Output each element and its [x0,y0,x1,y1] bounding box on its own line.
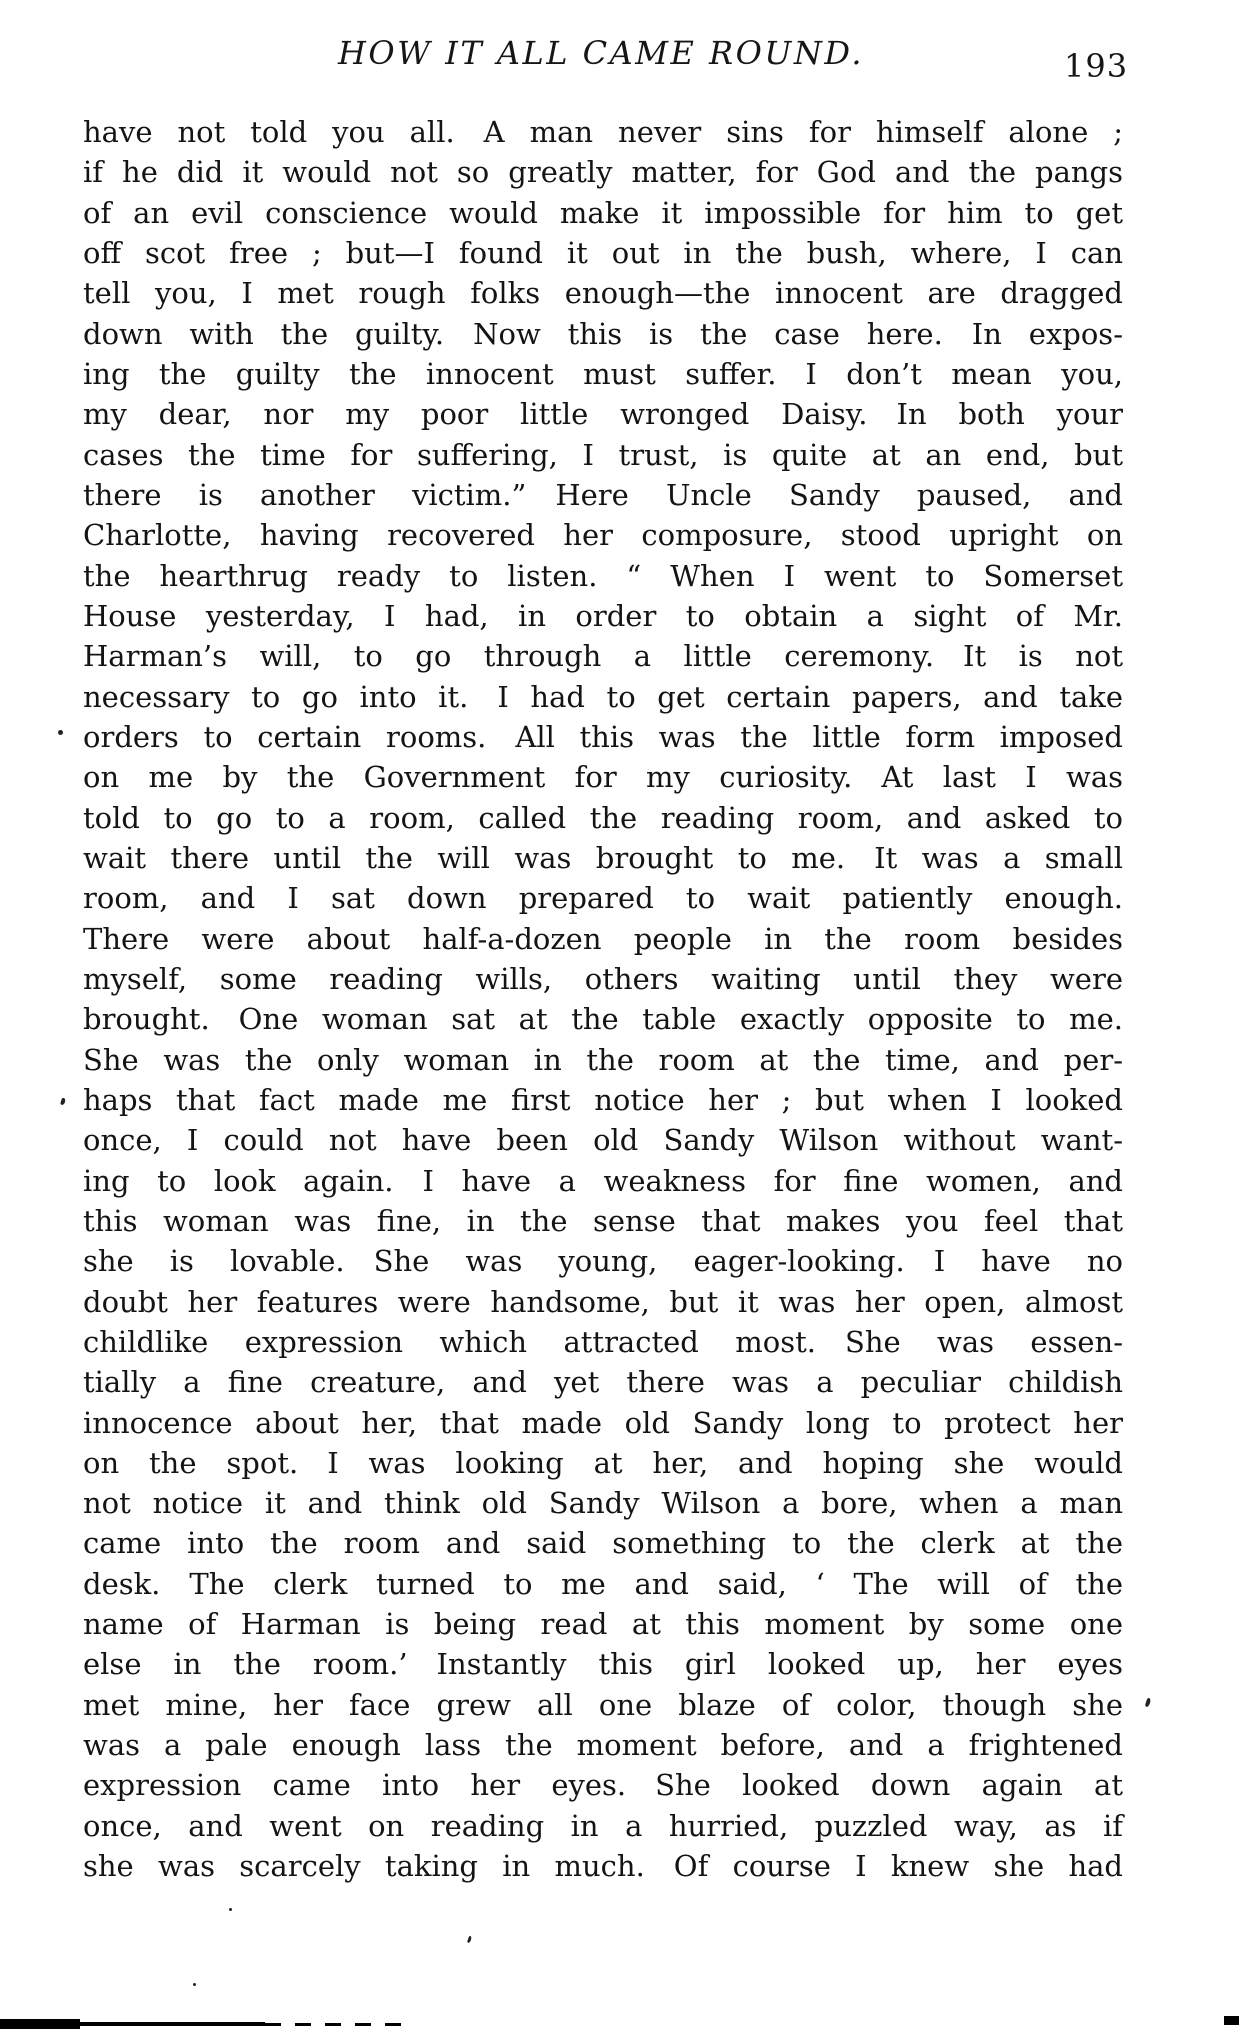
text-line: of an evil conscience would make it impossible for him to get [83,195,1123,230]
text-line: She was the only woman in the room at the time, and per- [83,1042,1123,1077]
text-line: told to go to a room, called the reading room, and asked to [83,800,1123,835]
text-line: on me by the Government for my curiosity. At last I was [83,760,1123,795]
text-line: tially a fine creature, and yet there was a peculiar childish [83,1365,1123,1400]
text-line: orders to certain rooms. All this was the little form imposed [83,719,1123,754]
text-line: wait there until the will was brought to me. It was a small [83,840,1123,875]
text-line: she was scarcely taking in much. Of course I knew she had [83,1849,1123,1884]
scan-bar-left [0,2019,80,2029]
text-line: else in the room.’ Instantly this girl looked up, her eyes [83,1647,1123,1682]
text-line: Charlotte, having recovered her composure, stood upright on [83,518,1123,553]
scan-bar-thin [78,2022,265,2026]
text-line: ing the guilty the innocent must suffer. I don’t mean you, [83,356,1123,391]
text-line: doubt her features were handsome, but it was her open, almost [83,1284,1123,1319]
text-line: once, and went on reading in a hurried, puzzled way, as if [83,1808,1123,1843]
text-line: myself, some reading wills, others waiting until they were [83,961,1123,996]
text-line: brought. One woman sat at the table exactly opposite to me. [83,1002,1123,1037]
text-line: House yesterday, I had, in order to obtain a sight of Mr. [83,598,1123,633]
text-line: the hearthrug ready to listen. “ When I went to Somerset [83,558,1123,593]
scan-speckle [1145,1698,1152,1708]
text-line: met mine, her face grew all one blaze of color, though she [83,1687,1123,1722]
scan-speckle [467,1936,472,1944]
text-line: on the spot. I was looking at her, and hoping she would [83,1445,1123,1480]
text-line: if he did it would not so greatly matter, for God and the pangs [83,155,1123,190]
text-line: have not told you all. A man never sins for himself alone ; [83,115,1123,149]
text-line: down with the guilty. Now this is the case here. In expos- [83,316,1123,351]
scan-speckle [60,1098,66,1106]
text-line: haps that fact made me first notice her ; but when I looked [83,1082,1123,1117]
text-line: ing to look again. I have a weakness for fine women, and [83,1163,1123,1198]
text-line: there is another victim.” Here Uncle Sandy paused, and [83,477,1123,512]
text-line: desk. The clerk turned to me and said, ‘ The will of the [83,1566,1123,1601]
text-line: this woman was fine, in the sense that makes you feel that [83,1203,1123,1238]
page-number: 193 [1064,47,1129,85]
text-line: came into the room and said something to the clerk at the [83,1526,1123,1561]
running-header-title: HOW IT ALL CAME ROUND. [338,34,865,72]
text-line: cases the time for suffering, I trust, is quite at an end, but [83,437,1123,472]
scan-speckle [229,1908,232,1911]
scan-speckle [193,1983,196,1986]
text-line: not notice it and think old Sandy Wilson a bore, when a man [83,1486,1123,1521]
text-line: childlike expression which attracted most. She was essen- [83,1324,1123,1359]
scan-speckle [58,730,63,735]
text-line: Harman’s will, to go through a little ceremony. It is not [83,639,1123,674]
text-line: name of Harman is being read at this moment by some one [83,1607,1123,1642]
scan-bar-dashes [265,2023,415,2026]
text-column [83,112,1123,1886]
text-line: innocence about her, that made old Sandy long to protect her [83,1405,1123,1440]
text-line: off scot free ; but—I found it out in the bush, where, I can [83,235,1123,270]
text-line: was a pale enough lass the moment before, and a frightened [83,1728,1123,1763]
text-line: expression came into her eyes. She looked down again at [83,1768,1123,1803]
text-line: There were about half-a-dozen people in the room besides [83,921,1123,956]
text-line: she is lovable. She was young, eager-looking. I have no [83,1244,1123,1279]
text-line: my dear, nor my poor little wronged Daisy. In both your [83,397,1123,432]
text-line: room, and I sat down prepared to wait patiently enough. [83,881,1123,916]
text-line: necessary to go into it. I had to get certain papers, and take [83,679,1123,714]
text-line: tell you, I met rough folks enough—the innocent are dragged [83,276,1123,311]
text-line: once, I could not have been old Sandy Wilson without want- [83,1123,1123,1158]
scan-mark-right [1224,2016,1239,2025]
